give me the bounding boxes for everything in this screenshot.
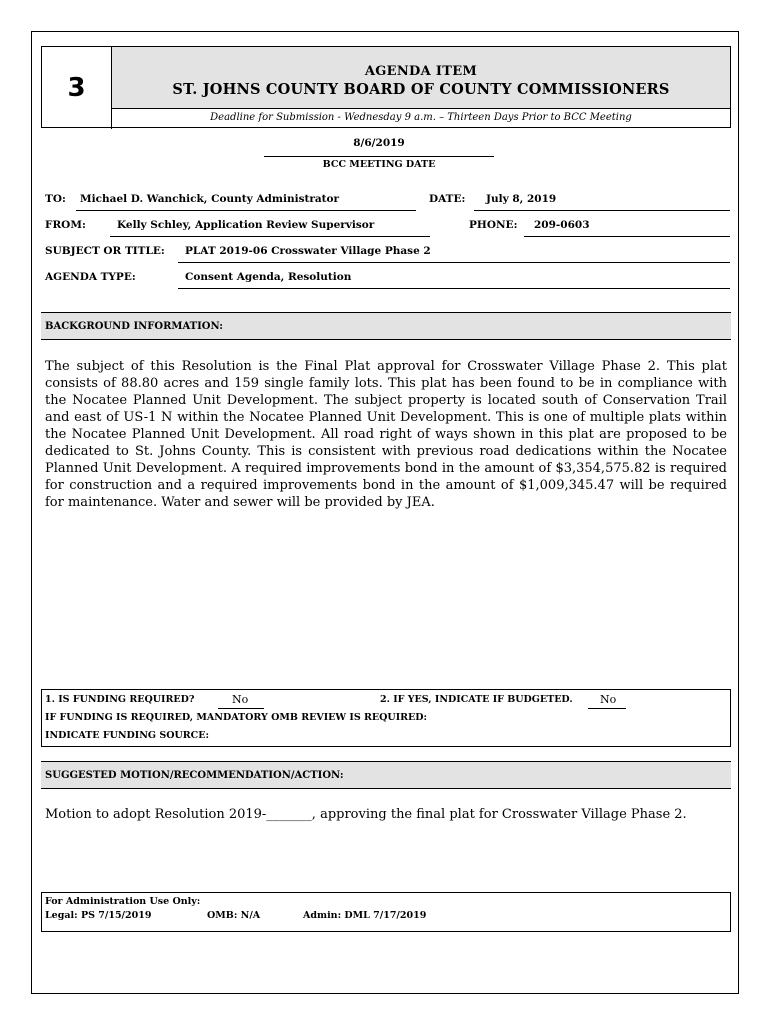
subject-value: PLAT 2019-06 Crosswater Village Phase 2	[185, 245, 431, 257]
background-heading: BACKGROUND INFORMATION:	[41, 312, 731, 340]
agenda-header	[41, 46, 731, 128]
phone-value: 209-0603	[534, 219, 590, 231]
to-value: Michael D. Wanchick, County Administrator	[80, 193, 340, 205]
header-title-line2: ST. JOHNS COUNTY BOARD OF COUNTY COMMISSIONERS	[172, 81, 670, 98]
phone-underline	[524, 236, 730, 237]
phone-label: PHONE:	[469, 219, 518, 231]
funding-required-underline	[218, 708, 264, 709]
date-label: DATE:	[429, 193, 466, 205]
submission-deadline: Deadline for Submission - Wednesday 9 a.m. – Thirteen Days Prior to BCC Meeting	[210, 112, 632, 123]
admin-section	[41, 892, 731, 932]
header-title-line1: AGENDA ITEM	[364, 64, 478, 79]
meeting-date: 8/6/2019	[353, 137, 405, 149]
date-value: July 8, 2019	[486, 193, 557, 205]
subject-underline	[178, 262, 730, 263]
from-underline	[110, 236, 430, 237]
budgeted-underline	[588, 708, 626, 709]
meeting-date-label: BCC MEETING DATE	[322, 159, 436, 170]
to-underline	[76, 210, 416, 211]
date-underline	[474, 210, 730, 211]
header-title-block	[112, 47, 730, 109]
funding-required-label: 1. IS FUNDING REQUIRED?	[45, 694, 195, 705]
admin-omb: OMB: N/A	[207, 910, 261, 921]
motion-heading: SUGGESTED MOTION/RECOMMENDATION/ACTION:	[41, 761, 731, 789]
subject-label: SUBJECT OR TITLE:	[45, 245, 165, 257]
agenda-type-value: Consent Agenda, Resolution	[185, 271, 352, 283]
agenda-type-label: AGENDA TYPE:	[45, 271, 136, 283]
agenda-type-underline	[178, 288, 730, 289]
motion-text: Motion to adopt Resolution 2019-_______, approving the final plat for Crosswater Village Phase 2.	[45, 807, 687, 822]
from-value: Kelly Schley, Application Review Supervisor	[117, 219, 375, 231]
from-label: FROM:	[45, 219, 86, 231]
to-label: TO:	[45, 193, 66, 205]
funding-section	[41, 689, 731, 747]
funding-source-label: INDICATE FUNDING SOURCE:	[45, 730, 209, 741]
budgeted-value: No	[600, 693, 617, 706]
background-text: The subject of this Resolution is the Final Plat approval for Crosswater Village Phase 2. This plat consists of 88.80 acres and 159 single family lots. This plat has been found to be in compliance with the Nocatee Planned Unit Development. The subject property is located south of Conservation Trail and east of US-1 N within the Nocatee Planned Unit Development. This is one of multiple plats within the Nocatee Planned Unit Development. All road right of ways shown in this plat are proposed to be dedicated to St. Johns County. This is consistent with previous road dedications within the Nocatee Planned Unit Development. A required improvements bond in the amount of $3,354,575.82 is required for construction and a required improvements bond in the amount of $1,009,345.47 will be required for maintenance. Water and sewer will be provided by JEA.	[45, 359, 727, 510]
omb-review-label: IF FUNDING IS REQUIRED, MANDATORY OMB REVIEW IS REQUIRED:	[45, 712, 428, 723]
meeting-date-underline	[264, 156, 494, 157]
agenda-page	[31, 31, 739, 994]
admin-heading: For Administration Use Only:	[45, 896, 201, 907]
funding-required-value: No	[232, 693, 249, 706]
admin-legal: Legal: PS 7/15/2019	[45, 910, 152, 921]
budgeted-label: 2. IF YES, INDICATE IF BUDGETED.	[380, 694, 573, 705]
agenda-item-number: 3	[42, 47, 112, 129]
admin-approval: Admin: DML 7/17/2019	[303, 910, 427, 921]
